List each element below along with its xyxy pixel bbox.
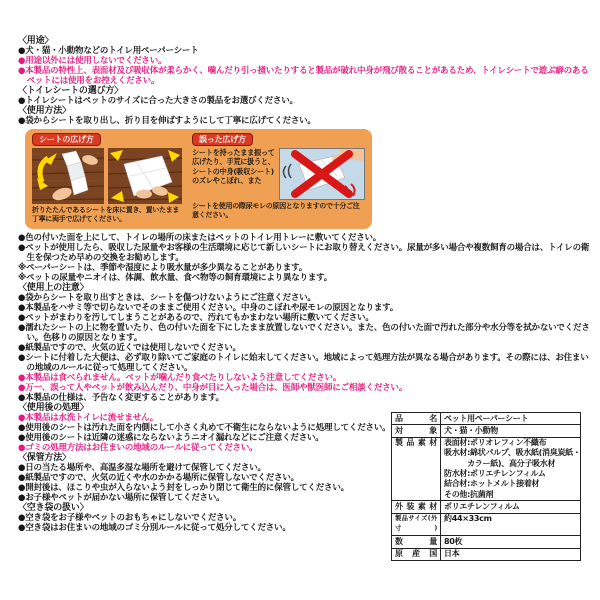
section-heading: 〈保管方法〉 [18, 453, 71, 463]
spec-value: 犬・猫・小動物 [441, 425, 581, 437]
instruction-line: ●紙製品ですので、火気の近くでは使用しないでください。 [18, 343, 241, 353]
product-spec-table [391, 412, 581, 561]
section-heading: 〈使用上の注意〉 [18, 283, 89, 293]
spec-row [392, 548, 581, 560]
instruction-line: ●袋からシートを取り出し、折り目を伸ばすようにして丁寧に広げてください。 [18, 116, 316, 126]
instruction-line: ●シートに付着した大便は、必ず取り除いてご家庭のトイレに始末してください。地域によって処理方法が異なる場合があります。その際には、お住まいの地域のルールに従って処理してください。 [18, 353, 589, 373]
spec-label: 外装素材 [392, 501, 441, 513]
spec-row [392, 413, 581, 425]
correct-method-images [32, 148, 184, 204]
instruction-line: ●開封後は、ほこりや虫が入らないよう封をしっかり閉じて衛生的に保管してください。 [18, 483, 349, 493]
correct-method-badge: シートの広げ方 [32, 133, 101, 146]
section-heading: 〈空き袋の扱い〉 [18, 503, 89, 513]
instruction-line: ●空き袋はお住まいの地域のゴミ分別ルールに従って処分してください。 [18, 523, 291, 533]
section-heading: 〈用途〉 [18, 36, 54, 46]
spec-row [392, 425, 581, 437]
spec-label: 品名 [392, 413, 441, 425]
spec-value: 約44×33cm [441, 513, 581, 536]
instruction-line: ●トイレシートはペットのサイズに合った大きさの製品をお選びください。 [18, 96, 298, 106]
instruction-line: ※ペーパーシートは、季節や湿度により吸水量が多少異なることがあります。 [18, 263, 307, 273]
section-heading: 〈使用方法〉 [18, 106, 71, 116]
instruction-line: ●使用後のシートは近隣の迷惑にならないようニオイ漏れなどにご注意ください。 [18, 433, 324, 443]
prohibition-x-icon [279, 148, 365, 200]
instruction-line: ●ペットが使用したら、吸収した尿量やお客様の生活環境に応じて新しいシートにお取り替えください。尿量が多い場合や複数飼育の場合は、トイレの衛生を保つため早めの交換をお勧めします。 [18, 243, 590, 263]
unfold-step2-image [108, 148, 182, 204]
spec-value: 日本 [441, 548, 581, 560]
instruction-line: ●本製品の特性上、表面材及び吸収体が柔らかく、噛んだり引っ掻いたりすると製品が破れ中身が飛び散ることがあるため、トイレシートで遊ぶ癖のあるペットには使用をお控えください。 [18, 66, 589, 86]
instruction-line: ●本製品をハサミ等で切らないでそのままご使用ください。中身のこぼれや尿モレの原因となります。 [18, 303, 399, 313]
spec-value: 80枚 [441, 536, 581, 548]
correct-method-caption: 折りたたんであるシートを床に置き、置いたまま丁寧に両手で広げてください。 [32, 206, 180, 223]
instruction-line: ●濡れたシートの上に物を置いたり、色の付いた面を下にしたまま放置しないでください。また、色の付いた面で汚れた部分や水分等を拭かないでください。色移りの原因となります。 [18, 323, 590, 343]
instruction-line: ●日の当たる場所や、高温多湿な場所を避けて保管してください。 [18, 463, 266, 473]
instruction-line: ●本製品は食べられません。ペットが噛んだり食べたりしないよう注意してください。 [18, 373, 342, 383]
section-heading: 〈トイレシートの選び方〉 [18, 86, 123, 96]
instruction-line: ●色の付いた面を上にして、トイレの場所の床またはペットのトイレ用トレーに敷いてください。 [18, 233, 382, 243]
instruction-line: ●用途以外には使用しないでください。 [18, 56, 167, 66]
wrong-method-text: シートを持ったまま振って広げたり、手荒に扱うと、シートの中身(吸収シート)のズレやこぼれ、また [192, 148, 275, 186]
instruction-line: ●使用後のシートは汚れた面を内側にして小さく丸めて不衛生にならないように処理してください。 [18, 423, 391, 433]
spec-label: 対象 [392, 425, 441, 437]
unfold-step1-image [32, 148, 104, 204]
spec-value: ペット用ペーパーシート [441, 413, 581, 425]
spec-row [392, 513, 581, 536]
spec-label: 原産国 [392, 548, 441, 560]
instruction-line: ●紙製品ですので、火気の近くや水のかかる場所に保管しないでください。 [18, 473, 299, 483]
spec-label: 数量 [392, 536, 441, 548]
instruction-line: ●空き袋をお子様やペットのおもちゃにしないでください。 [18, 513, 242, 523]
instruction-line: ●袋からシートを取り出すときは、シートを傷つけないようにご注意ください。 [18, 293, 316, 303]
instruction-line: ●ペットがまわりを汚してしまうことがあるので、汚れてもかまわない場所に敷いてください。 [18, 313, 374, 323]
spec-label: 製品素材 [392, 437, 441, 501]
correct-method-column [32, 133, 184, 224]
instruction-line: ●犬・猫・小動物などのトイレ用ペーパーシート [18, 46, 199, 56]
spec-row [392, 501, 581, 513]
sheet-spreading-howto-box [25, 129, 372, 229]
wrong-method-column [192, 133, 365, 224]
instruction-line: ●お子様やペットが届かない場所に保管してください。 [18, 493, 225, 503]
instruction-line: ※ペットの尿量やニオイは、体調、飲水量、食べ物等の飼育環境により異なります。 [18, 273, 333, 283]
spec-value: ポリエチレンフィルム [441, 501, 581, 513]
instruction-line: ●ゴミの処理方法はお住まいの地域のルールに従ってください。 [18, 443, 258, 453]
instruction-line: ●本製品は水洗トイレに流せません。 [18, 413, 159, 423]
spec-row [392, 437, 581, 501]
wrong-method-caption: シートを使用の際尿モレの原因となりますので十分ご注意ください。 [192, 202, 360, 219]
spec-label: 製品サイズ(外寸) [392, 513, 441, 536]
section-heading: 〈使用後の処理〉 [18, 403, 89, 413]
instruction-line: ●本製品の仕様は、予告なく変更することがあります。 [18, 393, 224, 403]
instruction-line: ●万一、誤って人やペットが飲み込んだり、中身が目に入った場合は、医師や獣医師にご相談ください。 [18, 383, 408, 393]
spec-value: 表面材:ポリオレフィン不織布 吸水材:綿状パルプ、吸水紙(消臭炭紙・ カラー紙)、高分子吸水材 防水材:ポリエチレンフィルム 結合材:ホットメルト接着材 その他:抗菌剤 [441, 437, 581, 501]
spec-row [392, 536, 581, 548]
wrong-method-badge: 誤った広げ方 [192, 133, 253, 146]
